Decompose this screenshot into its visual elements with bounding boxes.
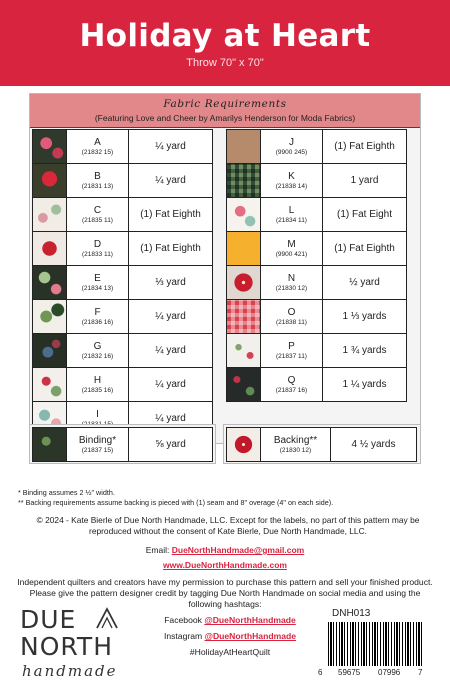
fabric-amount: (1) Fat Eighth [323,130,407,164]
page-title: Holiday at Heart [79,18,371,54]
table-row [33,164,213,198]
binding-table [32,427,213,462]
fabric-amount: ½ yard [323,266,407,300]
fabric-swatch [33,198,66,231]
fabric-letter: B [94,171,101,183]
barcode [318,622,424,680]
fabric-letter: F [94,307,101,319]
page-header [0,0,450,86]
binding-label: Binding* [78,435,117,447]
table-row [227,300,407,334]
fabric-swatch [227,130,260,163]
fabric-amount: ⅓ yard [129,266,213,300]
binding-note: * Binding assumes 2 ½" width. [18,488,115,497]
table-row [227,368,407,402]
backing-note: ** Backing requirements assume backing is pieced with (1) seam and 8" overage (4" on each side). [18,498,334,507]
fabric-letter: J [289,137,294,149]
backing-table [226,427,417,462]
fabric-code: (21837 15) [81,446,114,454]
fabric-table-right [226,129,407,402]
fabric-letter: I [96,409,99,421]
fabric-letter: D [93,239,102,251]
fabric-amount: (1) Fat Eighth [129,232,213,266]
fabric-amount: 1 ¼ yards [323,368,407,402]
fabric-amount: ¼ yard [129,300,213,334]
fabric-swatch [33,164,66,197]
social-block [150,612,310,660]
email-label: Email: [145,545,170,555]
fabric-amount: 1 yard [323,164,407,198]
table-row [33,266,213,300]
fabric-letter: O [287,307,296,319]
fabric-letter: A [94,137,101,149]
fabric-letter: M [287,239,296,251]
fabric-code: (21833 11) [82,250,113,258]
fabric-code: (21830 12) [275,284,308,292]
fabric-amount: (1) Fat Eight [323,198,407,232]
table-row [227,428,417,462]
fabric-swatch [33,130,66,163]
logo-line-north: NORTH [20,632,114,661]
fabric-code: (21837 16) [275,386,308,394]
fabric-code: (21830 12) [279,446,312,454]
footnotes [18,488,438,508]
fabric-amount: (1) Fat Eighth [129,198,213,232]
fabric-code: (21831 13) [81,182,114,190]
fabric-amount: 1 ⅓ yards [323,300,407,334]
table-row [227,130,407,164]
fabric-code: (21837 11) [276,352,307,360]
brand-logo [20,605,150,685]
fabric-amount: (1) Fat Eighth [323,232,407,266]
fabric-code: (21838 14) [275,182,308,190]
instagram-link[interactable]: @DueNorthHandmade [204,631,297,641]
table-row [33,300,213,334]
website-link[interactable]: www.DueNorthHandmade.com [163,560,287,570]
fabric-code: (21834 13) [81,284,114,292]
fabric-swatch [227,334,260,367]
fabric-code: (21836 16) [81,318,114,326]
email-line [0,545,450,555]
fabric-code: (21834 11) [276,216,307,224]
fabric-letter: E [94,273,101,285]
fabric-code: (21835 16) [81,386,114,394]
fabric-requirements-header [30,94,420,128]
fabric-swatch [227,164,260,197]
fabric-amount: ¼ yard [129,368,213,402]
fabric-swatch [33,334,66,367]
website-line [0,560,450,570]
pattern-sku: DNH013 [332,608,371,619]
fabric-letter: G [93,341,102,353]
fabric-code: (9900 245) [275,148,308,156]
logo-line-handmade: handmade [22,662,118,680]
table-row [33,232,213,266]
fabric-code: (21838 11) [276,318,307,326]
fabric-swatch [227,368,260,401]
fabric-swatch [227,300,260,333]
table-row [33,334,213,368]
barcode-digit-right: 7 [418,668,423,677]
hashtag: #HolidayAtHeartQuilt [189,647,271,657]
fabric-swatch [33,266,66,299]
backing-label: Backing** [273,435,318,447]
fabric-requirements-title: Fabric Requirements [163,98,287,110]
fabric-swatch [227,266,260,299]
email-link[interactable]: DueNorthHandmade@gmail.com [171,545,305,555]
fabric-code: (21832 15) [81,148,114,156]
fabric-amount: ¼ yard [129,334,213,368]
table-row [33,130,213,164]
fabric-amount: 1 ¾ yards [323,334,407,368]
permission-text: Independent quilters and creators have my permission to purchase this pattern and sell your finished product. Please give the pattern designer credit by tagging Due North Handmade on social media and using the following hashtags: [17,577,433,609]
fabric-amount: ¼ yard [129,402,213,436]
fabric-requirements-subtitle: (Featuring Love and Cheer by Amarilys Henderson for Moda Fabrics) [94,113,356,123]
facebook-link[interactable]: @DueNorthHandmade [204,615,296,625]
fabric-letter: L [288,205,295,217]
fabric-code: (21835 11) [82,216,113,224]
fabric-letter: Q [287,375,296,387]
binding-panel [29,424,216,464]
fabric-requirements-panel [29,93,421,444]
fabric-amount: ¼ yard [129,164,213,198]
mountain-icon [96,607,118,629]
fabric-code: (21832 16) [81,352,114,360]
table-row [33,428,213,462]
facebook-line [150,612,310,628]
barcode-group-1: 59675 [338,668,361,677]
fabric-letter: P [288,341,295,353]
page-subtitle: Throw 70" x 70" [186,57,264,69]
fabric-letter: K [288,171,295,183]
fabric-letter: N [287,273,296,285]
fabric-swatch [33,428,66,461]
fabric-letter: H [93,375,102,387]
logo-line-due: DUE [20,605,77,634]
fabric-swatch [227,198,260,231]
fabric-swatch [33,232,66,265]
table-row [33,198,213,232]
facebook-label: Facebook [164,615,202,625]
binding-amount: ⅝ yard [129,428,213,462]
instagram-label: Instagram [163,631,203,641]
fabric-swatch [33,300,66,333]
table-row [227,334,407,368]
table-row [227,266,407,300]
fabric-swatch [227,428,260,461]
fabric-amount: ¼ yard [129,130,213,164]
table-row [227,164,407,198]
barcode-group-2: 07996 [378,668,401,677]
table-row [227,232,407,266]
copyright-text: © 2024 - Kate Bierle of Due North Handmade, LLC. Except for the labels, no part of this pattern may be reproduced without the consent of Kate Bierle, Due North Handmade, LLC. [36,515,420,536]
fabric-letter: C [93,205,102,217]
fabric-table-left [32,129,213,436]
table-row [33,368,213,402]
fabric-code: (9900 421) [275,250,308,258]
backing-panel [223,424,421,464]
fabric-swatch [33,368,66,401]
barcode-digit-left: 6 [318,668,323,677]
barcode-bars [328,622,422,666]
backing-amount: 4 ½ yards [331,428,417,462]
instagram-line [150,628,310,644]
fabric-swatch [227,232,260,265]
table-row [227,198,407,232]
